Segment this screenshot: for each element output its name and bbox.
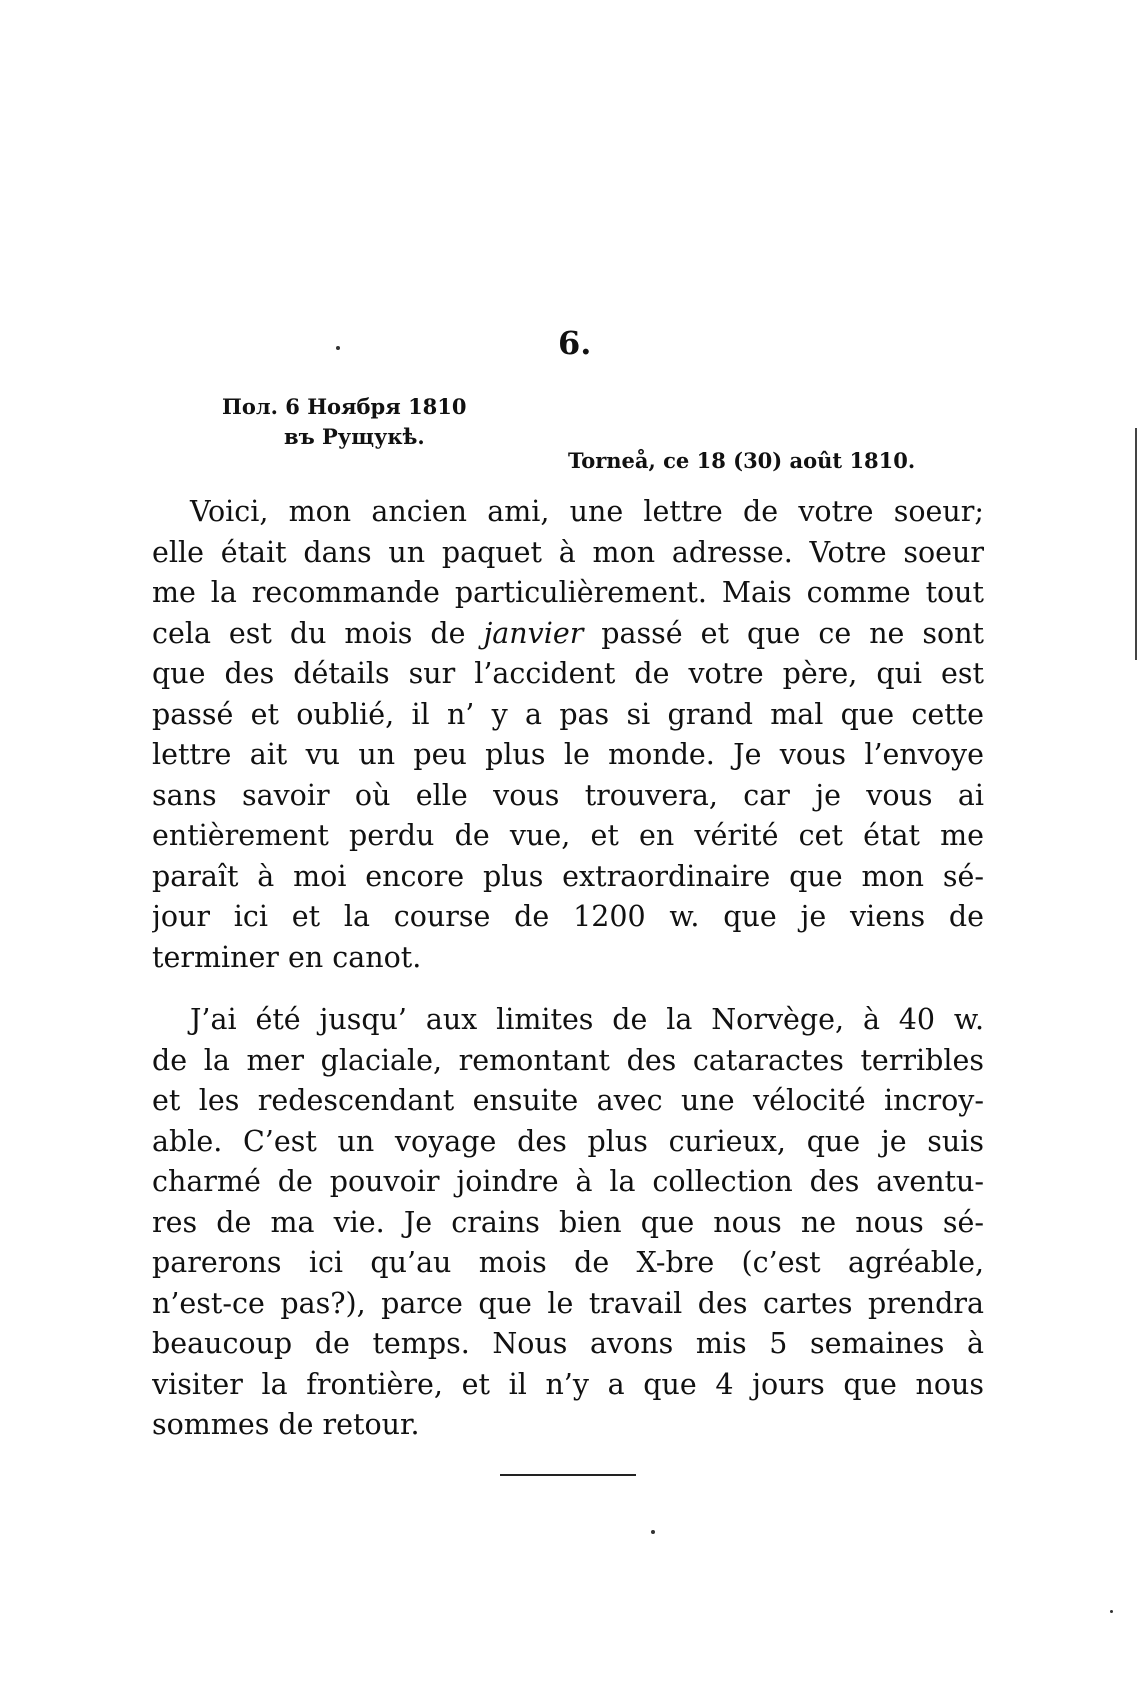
text-line: Voici, mon ancien ami, une lettre de votre soeur; xyxy=(190,495,984,528)
paragraph-1 xyxy=(152,492,984,978)
text-line: me la recommande particulièrement. Mais comme tout xyxy=(152,576,984,609)
text-line: passé et oublié, il n’ y a pas si grand mal que cette xyxy=(152,697,984,731)
text-line: n’est-ce pas?), parce que le travail des cartes prendra xyxy=(152,1286,984,1320)
text-line: jour ici et la course de 1200 w. que je viens de xyxy=(152,900,984,933)
ink-speck xyxy=(336,346,340,350)
italic-word: janvier xyxy=(483,616,584,650)
text-fragment: cela est du mois de xyxy=(152,616,484,650)
text-line: que des détails sur l’accident de votre père, qui est xyxy=(152,657,984,690)
text-fragment: passé et que ce ne sont xyxy=(583,616,984,650)
text-line: able. C’est un voyage des plus curieux, que je suis xyxy=(152,1124,984,1158)
scan-edge-line xyxy=(1135,428,1137,660)
text-line: sans savoir où elle vous trouvera, car je vous ai xyxy=(152,778,984,812)
text-line: sommes de retour. xyxy=(152,1408,420,1441)
letter-number: 6. xyxy=(558,324,592,362)
received-place: въ Рущукѣ. xyxy=(284,424,425,449)
text-line: paraît à moi encore plus extraordinaire que mon sé- xyxy=(152,859,984,893)
text-line: J’ai été jusqu’ aux limites de la Norvège, à 40 w. xyxy=(190,1003,984,1036)
paragraph-2 xyxy=(152,1000,984,1446)
ink-speck xyxy=(651,1530,655,1534)
text-line: charmé de pouvoir joindre à la collection des aventu- xyxy=(152,1165,984,1198)
text-line: elle était dans un paquet à mon adresse. Votre soeur xyxy=(152,535,984,569)
text-line: parerons ici qu’au mois de X-bre (c’est agréable, xyxy=(152,1246,984,1279)
text-line-with-italic xyxy=(152,614,984,655)
text-line: et les redescendant ensuite avec une vélocité incroy- xyxy=(152,1084,984,1117)
text-line: de la mer glaciale, remontant des cataractes terribles xyxy=(152,1043,984,1077)
text-line: res de ma vie. Je crains bien que nous ne nous sé- xyxy=(152,1205,984,1239)
text-line: lettre ait vu un peu plus le monde. Je vous l’envoye xyxy=(152,738,984,771)
received-date: Пол. 6 Ноября 1810 xyxy=(222,394,467,419)
letter-place-date: Torneå, ce 18 (30) août 1810. xyxy=(568,448,916,473)
received-note xyxy=(222,392,467,452)
ink-speck xyxy=(1110,1610,1113,1613)
section-separator xyxy=(500,1474,636,1476)
text-line: terminer en canot. xyxy=(152,940,422,974)
text-line: visiter la frontière, et il n’y a que 4 jours que nous xyxy=(152,1367,984,1401)
text-line: beaucoup de temps. Nous avons mis 5 semaines à xyxy=(152,1327,984,1360)
text-line: entièrement perdu de vue, et en vérité cet état me xyxy=(152,819,984,852)
